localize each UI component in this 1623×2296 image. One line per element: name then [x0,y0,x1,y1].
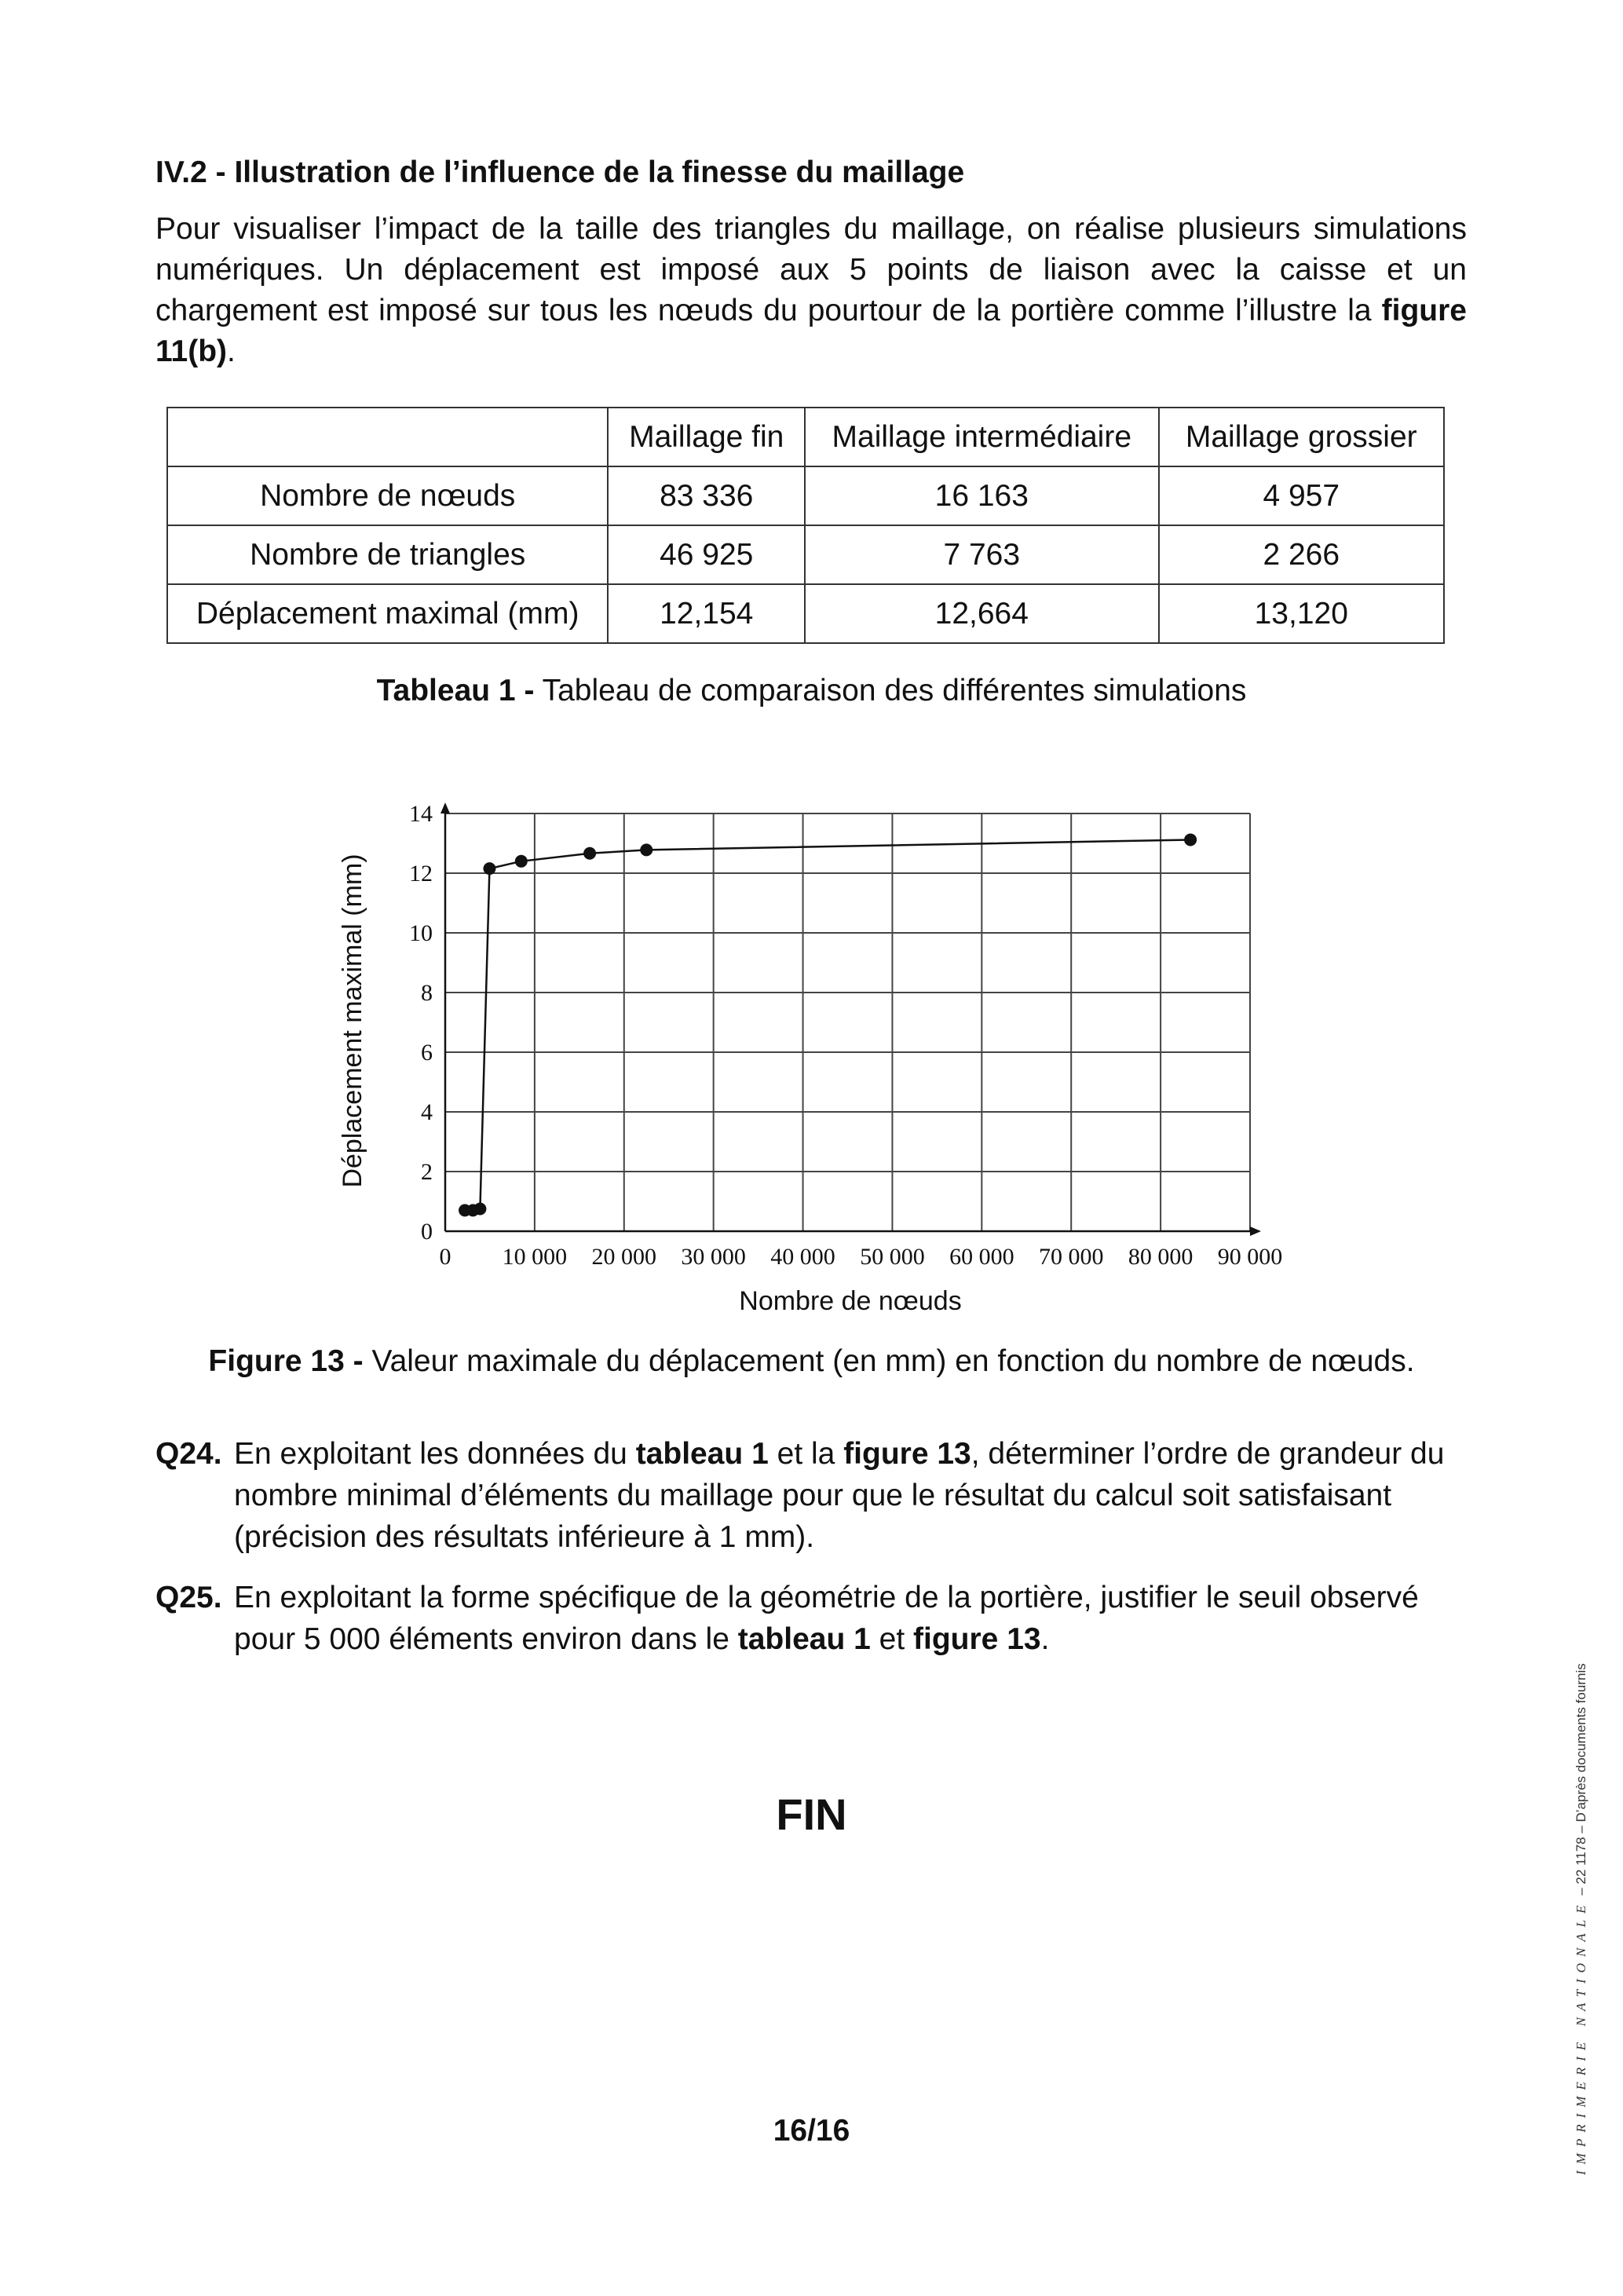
figure-caption-label: Figure 13 - [208,1344,364,1378]
table-cell: 83 336 [608,466,805,525]
question-run: En exploitant les données du [234,1437,636,1471]
table-header-cell: Maillage fin [608,408,805,466]
comparison-table [166,407,1445,644]
y-tick-label: 10 [409,920,433,946]
data-point [640,843,652,856]
table-row-label: Nombre de triangles [167,525,608,584]
question-number: Q24. [155,1437,222,1471]
question-emphasis: tableau 1 [737,1622,871,1656]
table-caption [0,674,1623,708]
figure-caption [0,1344,1623,1379]
table-cell: 46 925 [608,525,805,584]
chart-tick-labels [409,801,1282,1270]
section-title: IV.2 - Illustration de l’influence de la finesse du maillage [155,155,965,189]
x-tick-label: 30 000 [681,1244,746,1270]
page-number: 16/16 [773,2114,850,2148]
intro-end: . [227,335,236,368]
y-tick-label: 0 [421,1219,433,1245]
table-cell: 13,120 [1159,584,1444,643]
table-caption-text: Tableau de comparaison des différentes simulations [534,674,1247,707]
question-run: et la [768,1437,844,1471]
intro-text: Pour visualiser l’impact de la taille des triangles du maillage, on réalise plusieurs simulations numériques. Un déplacement est imposé aux 5 points de liaison avec la caisse et un chargement est imposé sur tous les nœuds du pourtour de la portière comme l’illustre la [155,212,1467,327]
table-header-row [167,408,1444,466]
question-run: et [870,1622,914,1656]
table-cell: 4 957 [1159,466,1444,525]
y-tick-label: 2 [421,1159,433,1185]
chart-series [459,833,1197,1216]
end-marker: FIN [776,1790,847,1839]
series-line [465,839,1190,1210]
table-row [167,466,1444,525]
table-cell: 7 763 [805,525,1158,584]
imprint-ref: – 22 1178 – D’après documents fournis [1574,1663,1588,1899]
x-tick-label: 0 [439,1244,451,1270]
table-row [167,584,1444,643]
chart-grid [445,813,1250,1231]
table-cell: 16 163 [805,466,1158,525]
question-q24 [155,1433,1467,1558]
data-point [483,862,495,875]
x-tick-label: 20 000 [591,1244,657,1270]
table-row [167,525,1444,584]
y-tick-label: 8 [421,980,433,1006]
table-corner-cell [167,408,608,466]
question-text [234,1577,1467,1660]
question-run: , déterminer l’ordre de grandeur du nombre minimal d’éléments du maillage pour que le résultat du calcul soit satisfaisant (précision des résultats inférieure à 1 mm). [234,1437,1445,1554]
table-cell: 12,664 [805,584,1158,643]
question-emphasis: figure 13 [913,1622,1041,1656]
table-header-cell: Maillage intermédiaire [805,408,1158,466]
question-run: En exploitant la forme spécifique de la géométrie de la portière, justifier le seuil observé pour 5 000 éléments environ dans le [234,1581,1419,1656]
question-emphasis: tableau 1 [635,1437,769,1471]
table-row-label: Nombre de nœuds [167,466,608,525]
x-tick-label: 60 000 [949,1244,1014,1270]
x-tick-label: 80 000 [1128,1244,1193,1270]
table-row-label: Déplacement maximal (mm) [167,584,608,643]
data-point [583,847,596,860]
imprint-name: IMPRIMERIE NATIONALE [1574,1899,1588,2175]
figure-caption-text: Valeur maximale du déplacement (en mm) en fonction du nombre de nœuds. [363,1344,1415,1378]
table-header-cell: Maillage grossier [1159,408,1444,466]
x-tick-label: 70 000 [1038,1244,1104,1270]
table-cell: 12,154 [608,584,805,643]
data-point [1184,833,1197,846]
question-number: Q25. [155,1581,222,1614]
intro-paragraph [155,209,1467,372]
y-tick-label: 4 [421,1099,433,1125]
data-point [515,855,528,868]
table-caption-label: Tableau 1 - [376,674,535,707]
question-q25 [155,1577,1467,1660]
y-tick-label: 6 [421,1040,433,1066]
question-run: . [1040,1622,1050,1656]
x-axis-arrow [1250,1227,1261,1236]
y-tick-label: 14 [409,801,433,827]
x-tick-label: 10 000 [502,1244,568,1270]
x-tick-label: 90 000 [1217,1244,1283,1270]
x-tick-label: 40 000 [770,1244,835,1270]
intro-figure-ref: figure 11(b) [155,294,1467,368]
question-emphasis: figure 13 [843,1437,971,1471]
data-point [473,1203,486,1216]
y-tick-label: 12 [409,861,433,887]
margin-imprint [1574,1663,1589,2175]
x-axis-label: Nombre de nœuds [739,1286,962,1316]
y-axis-arrow [440,803,450,813]
table-cell: 2 266 [1159,525,1444,584]
question-text [234,1433,1467,1558]
x-tick-label: 50 000 [860,1244,925,1270]
y-axis-label: Déplacement maximal (mm) [338,854,367,1188]
figure-13-chart [314,785,1335,1335]
